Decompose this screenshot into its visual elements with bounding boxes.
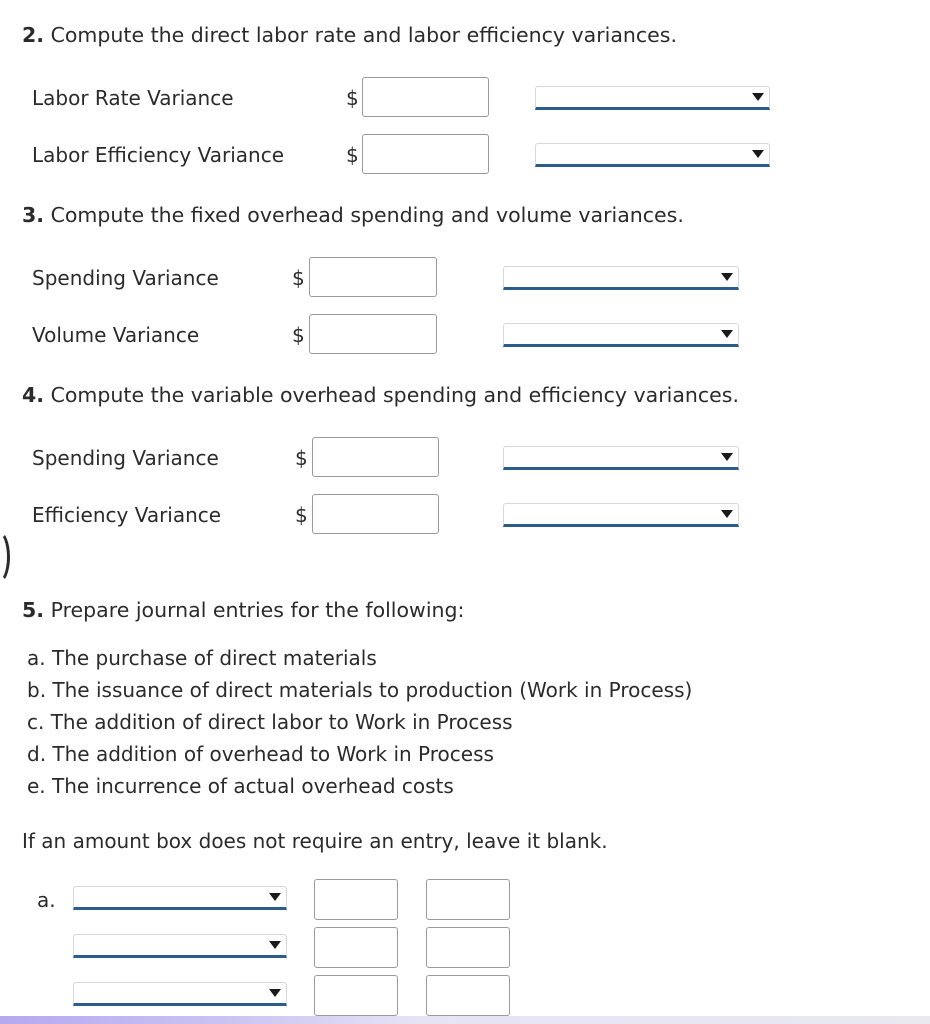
journal-account-select[interactable] <box>73 934 287 958</box>
labor-efficiency-variance-amount-input[interactable] <box>362 134 489 174</box>
currency-symbol: $ <box>292 323 305 347</box>
dropdown-caret-icon <box>721 273 733 281</box>
bottom-progress-bar <box>0 1016 930 1024</box>
dropdown-caret-icon <box>721 453 733 461</box>
efficiency-variance-amount-input[interactable] <box>312 494 439 534</box>
currency-symbol: $ <box>292 266 305 290</box>
fixed-spending-variance-label: Spending Variance <box>32 266 219 290</box>
journal-credit-input[interactable] <box>426 879 510 920</box>
dropdown-caret-icon <box>721 330 733 338</box>
fixed-spending-variance-type-select[interactable] <box>503 266 739 290</box>
dropdown-caret-icon <box>269 893 281 901</box>
journal-account-select[interactable] <box>73 886 287 910</box>
dropdown-caret-icon <box>721 510 733 518</box>
q5-item-e: e. The incurrence of actual overhead costs <box>27 774 454 798</box>
currency-symbol: $ <box>346 143 359 167</box>
journal-debit-input[interactable] <box>314 975 398 1016</box>
dropdown-caret-icon <box>752 93 764 101</box>
q5-heading: 5. Prepare journal entries for the following: <box>22 598 465 622</box>
q4-heading: 4. Compute the variable overhead spending and efficiency variances. <box>22 383 739 407</box>
journal-credit-input[interactable] <box>426 975 510 1016</box>
volume-variance-label: Volume Variance <box>32 323 200 347</box>
journal-credit-input[interactable] <box>426 927 510 968</box>
journal-debit-input[interactable] <box>314 879 398 920</box>
variable-spending-variance-amount-input[interactable] <box>312 437 439 477</box>
blank-entry-instruction: If an amount box does not require an entry, leave it blank. <box>22 829 608 853</box>
journal-entry-label: a. <box>37 888 56 912</box>
currency-symbol: $ <box>295 503 308 527</box>
variable-spending-variance-label: Spending Variance <box>32 446 219 470</box>
dropdown-caret-icon <box>752 150 764 158</box>
q3-heading: 3. Compute the fixed overhead spending and volume variances. <box>22 203 684 227</box>
volume-variance-type-select[interactable] <box>503 323 739 347</box>
q5-item-d: d. The addition of overhead to Work in Process <box>27 742 494 766</box>
journal-debit-input[interactable] <box>314 927 398 968</box>
efficiency-variance-label: Efficiency Variance <box>32 503 222 527</box>
labor-efficiency-variance-label: Labor Efficiency Variance <box>32 143 285 167</box>
q5-item-c: c. The addition of direct labor to Work in Process <box>27 710 513 734</box>
fixed-spending-variance-amount-input[interactable] <box>309 257 437 297</box>
labor-efficiency-variance-type-select[interactable] <box>535 143 770 167</box>
labor-rate-variance-type-select[interactable] <box>535 86 770 110</box>
labor-rate-variance-label: Labor Rate Variance <box>32 86 234 110</box>
q5-item-a: a. The purchase of direct materials <box>27 646 377 670</box>
currency-symbol: $ <box>346 86 359 110</box>
volume-variance-amount-input[interactable] <box>309 314 437 354</box>
currency-symbol: $ <box>295 446 308 470</box>
left-edge-arc <box>0 530 10 584</box>
journal-account-select[interactable] <box>73 982 287 1006</box>
dropdown-caret-icon <box>269 989 281 997</box>
q2-heading: 2. Compute the direct labor rate and labor efficiency variances. <box>22 23 677 47</box>
q5-item-b: b. The issuance of direct materials to production (Work in Process) <box>27 678 693 702</box>
labor-rate-variance-amount-input[interactable] <box>362 77 489 117</box>
dropdown-caret-icon <box>269 941 281 949</box>
efficiency-variance-type-select[interactable] <box>503 503 739 527</box>
variable-spending-variance-type-select[interactable] <box>503 446 739 470</box>
